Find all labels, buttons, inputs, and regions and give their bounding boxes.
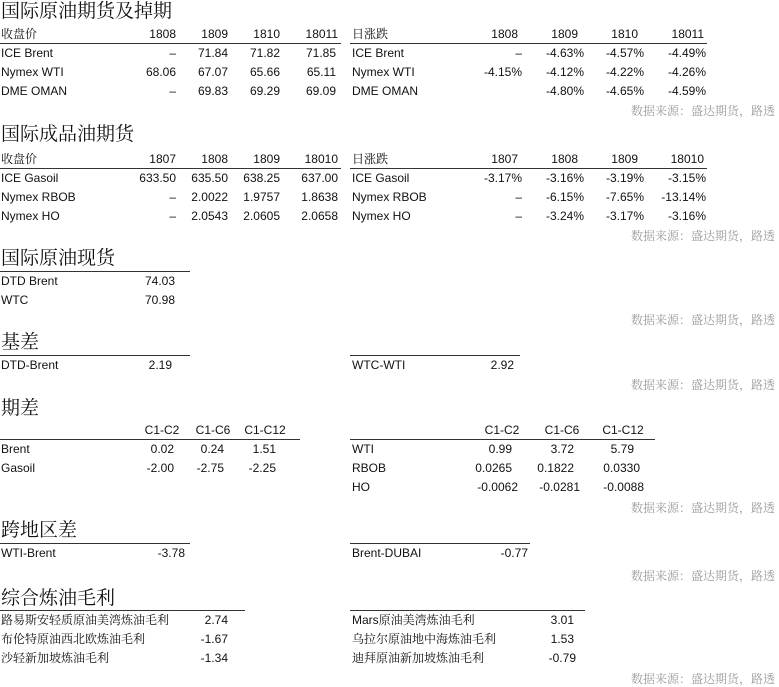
- header-cell: 1808: [149, 27, 176, 41]
- row-label: Brent-DUBAI: [352, 546, 422, 560]
- header-cell: 收盘价: [1, 152, 38, 166]
- cell-value: -1.67: [200, 632, 228, 646]
- cell-value: -4.63%: [545, 46, 584, 60]
- cell-value: [460, 82, 522, 101]
- cell-value: 3.72: [550, 442, 574, 456]
- cell-value: –: [169, 190, 176, 204]
- row-label: DTD Brent: [1, 274, 58, 288]
- cell-value: -4.15%: [483, 65, 522, 79]
- header-cell: C1-C2: [144, 423, 180, 437]
- cell-value: -0.0088: [603, 480, 644, 494]
- cell-value: -7.65%: [605, 190, 644, 204]
- cell-value: 0.99: [488, 442, 512, 456]
- row-label: HO: [352, 480, 370, 494]
- cell-value: 2.0543: [191, 209, 228, 223]
- header-cell: 18011: [305, 27, 338, 41]
- row-label: Nymex HO: [352, 209, 411, 223]
- row-label: ICE Brent: [352, 46, 405, 60]
- cell-value: –: [515, 209, 522, 223]
- header-cell: 1808: [201, 152, 228, 166]
- cell-value: 67.07: [197, 65, 228, 79]
- row-label: Brent: [1, 442, 30, 456]
- cell-value: 71.85: [305, 46, 336, 60]
- row-label: Nymex WTI: [352, 65, 415, 79]
- cell-value: 637.00: [301, 171, 338, 185]
- cell-value: -2.00: [146, 461, 174, 475]
- source-note: 数据来源：盛达期货，路透: [630, 569, 775, 583]
- cell-value: 70.98: [144, 293, 175, 307]
- cell-value: 71.84: [197, 46, 228, 60]
- row-label: Nymex RBOB: [352, 190, 427, 204]
- cell-value: 69.83: [197, 84, 228, 98]
- cell-value: –: [515, 190, 522, 204]
- cell-value: -0.79: [548, 651, 576, 665]
- header-cell: C1-C12: [244, 423, 286, 437]
- row-label: 路易斯安轻质原油美湾炼油毛利: [1, 613, 170, 627]
- header-cell: 18011: [671, 27, 704, 41]
- row-label: 乌拉尔原油地中海炼油毛利: [352, 632, 497, 646]
- cell-value: 635.50: [191, 171, 228, 185]
- row-label: Nymex RBOB: [1, 190, 76, 204]
- header-cell: 1809: [253, 152, 280, 166]
- cell-value: 2.92: [490, 358, 514, 372]
- header-cell: C1-C2: [484, 423, 520, 437]
- header-cell: 1808: [491, 27, 518, 41]
- cell-value: 1.8638: [301, 190, 338, 204]
- row-label: Nymex WTI: [1, 65, 64, 79]
- row-label: ICE Brent: [1, 46, 54, 60]
- cell-value: -4.59%: [667, 84, 706, 98]
- section-title-refining-margin: 综合炼油毛利: [1, 588, 116, 609]
- header-cell: 收盘价: [1, 27, 38, 41]
- cell-value: -3.17%: [605, 209, 644, 223]
- cell-value: 74.03: [144, 274, 175, 288]
- header-cell: C1-C6: [544, 423, 580, 437]
- cell-value: -6.15%: [545, 190, 584, 204]
- row-label: WTI-Brent: [1, 546, 56, 560]
- cell-value: –: [169, 209, 176, 223]
- cell-value: -3.16%: [545, 171, 584, 185]
- cell-value: -4.12%: [545, 65, 584, 79]
- row-label: RBOB: [352, 461, 387, 475]
- cell-value: -1.34: [200, 651, 228, 665]
- row-label: ICE Gasoil: [1, 171, 59, 185]
- cell-value: -4.80%: [545, 84, 584, 98]
- row-label: WTC: [1, 293, 29, 307]
- header-cell: 1809: [611, 152, 638, 166]
- row-label: 迪拜原油新加坡炼油毛利: [352, 651, 485, 665]
- cell-value: –: [515, 46, 522, 60]
- section-title-crude-spot: 国际原油现货: [1, 248, 116, 269]
- cell-value: 68.06: [145, 65, 176, 79]
- header-cell: C1-C12: [602, 423, 644, 437]
- row-label: 布伦特原油西北欧炼油毛利: [1, 632, 146, 646]
- row-label: ICE Gasoil: [352, 171, 410, 185]
- row-label: Mars原油美湾炼油毛利: [352, 613, 475, 627]
- row-label: Nymex HO: [1, 209, 60, 223]
- source-note: 数据来源：盛达期货，路透: [630, 229, 775, 243]
- cell-value: 0.02: [150, 442, 174, 456]
- section-title-crude-futures: 国际原油期货及掉期: [1, 1, 173, 22]
- row-label: WTC-WTI: [352, 358, 406, 372]
- cell-value: 69.09: [305, 84, 336, 98]
- cell-value: 0.24: [200, 442, 224, 456]
- header-cell: 1810: [611, 27, 638, 41]
- row-label: DME OMAN: [1, 84, 67, 98]
- cell-value: -2.25: [248, 461, 276, 475]
- cell-value: 2.0605: [243, 209, 280, 223]
- source-note: 数据来源：盛达期货，路透: [630, 313, 775, 327]
- row-label: DME OMAN: [352, 84, 418, 98]
- cell-value: -3.24%: [545, 209, 584, 223]
- cell-value: -3.78: [157, 546, 185, 560]
- cell-value: –: [169, 46, 176, 60]
- cell-value: 633.50: [139, 171, 176, 185]
- cell-value: -3.16%: [667, 209, 706, 223]
- cell-value: 0.0330: [603, 461, 640, 475]
- cell-value: 0.0265: [475, 461, 512, 475]
- cell-value: 638.25: [243, 171, 280, 185]
- section-title-product-futures: 国际成品油期货: [1, 124, 135, 145]
- header-cell: 18010: [670, 152, 704, 166]
- row-label: WTI: [352, 442, 374, 456]
- header-cell: C1-C6: [195, 423, 231, 437]
- cell-value: 71.82: [249, 46, 280, 60]
- cell-value: -0.77: [500, 546, 528, 560]
- cell-value: 69.29: [249, 84, 280, 98]
- cell-value: –: [169, 84, 176, 98]
- cell-value: -4.65%: [605, 84, 644, 98]
- cell-value: 2.74: [204, 613, 228, 627]
- section-title-term-spread: 期差: [1, 398, 40, 419]
- cell-value: -4.49%: [667, 46, 706, 60]
- cell-value: 65.11: [306, 65, 336, 79]
- header-cell: 1809: [551, 27, 578, 41]
- cell-value: -3.17%: [483, 171, 522, 185]
- header-cell: 1809: [201, 27, 228, 41]
- source-note: 数据来源：盛达期货，路透: [630, 104, 775, 118]
- section-title-inter-region: 跨地区差: [1, 520, 78, 541]
- header-cell: 1810: [253, 27, 280, 41]
- cell-value: -0.0062: [477, 480, 518, 494]
- source-note: 数据来源：盛达期货，路透: [630, 672, 775, 686]
- header-cell: 日涨跌: [352, 27, 389, 41]
- cell-value: -2.75: [196, 461, 224, 475]
- cell-value: 0.1822: [537, 461, 574, 475]
- row-label: 沙轻新加坡炼油毛利: [1, 651, 110, 665]
- cell-value: -0.0281: [539, 480, 580, 494]
- header-cell: 日涨跌: [352, 152, 389, 166]
- cell-value: 2.0022: [191, 190, 228, 204]
- cell-value: -4.22%: [605, 65, 644, 79]
- source-note: 数据来源：盛达期货，路透: [630, 378, 775, 392]
- header-cell: 1807: [149, 152, 176, 166]
- cell-value: 3.01: [550, 613, 574, 627]
- cell-value: 65.66: [249, 65, 280, 79]
- header-cell: 1807: [491, 152, 518, 166]
- header-cell: 1808: [551, 152, 578, 166]
- cell-value: -13.14%: [661, 190, 706, 204]
- cell-value: 1.9757: [243, 190, 280, 204]
- cell-value: -4.57%: [605, 46, 644, 60]
- header-cell: 18010: [304, 152, 338, 166]
- cell-value: 1.53: [550, 632, 574, 646]
- cell-value: 1.51: [252, 442, 276, 456]
- source-note: 数据来源：盛达期货，路透: [630, 501, 775, 515]
- section-title-basis: 基差: [1, 332, 40, 353]
- cell-value: 5.79: [610, 442, 634, 456]
- row-label: Gasoil: [1, 461, 36, 475]
- cell-value: -3.15%: [667, 171, 706, 185]
- cell-value: -4.26%: [667, 65, 706, 79]
- row-label: DTD-Brent: [1, 358, 59, 372]
- cell-value: 2.19: [148, 358, 172, 372]
- cell-value: 2.0658: [301, 209, 338, 223]
- cell-value: -3.19%: [605, 171, 644, 185]
